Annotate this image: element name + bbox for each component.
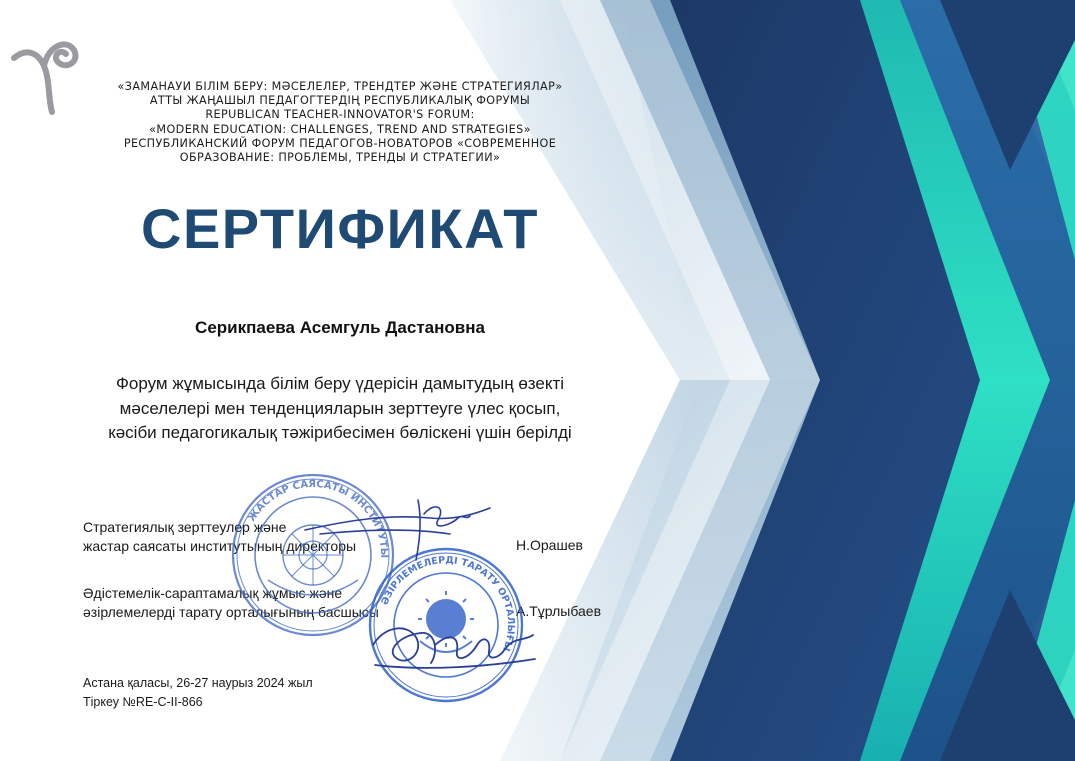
forum-title-line: REPUBLICAN TEACHER-INNOVATOR'S FORUM: (205, 108, 475, 122)
award-reason-line: кәсіби педагогикалық тәжірибесімен бөлiскені үшін берілді (108, 423, 572, 442)
forum-title (40, 80, 640, 165)
city-date: Астана қаласы, 26-27 наурыз 2024 жыл (83, 676, 313, 690)
signatory-position-line: Әдістемелік-сараптамалық жұмыс және (83, 585, 343, 601)
award-reason (40, 372, 640, 446)
signatory-position-line: әзірлемелерді тарату орталығының басшысы (83, 604, 379, 620)
forum-title-line: «MODERN EDUCATION: CHALLENGES, TREND AND STRATEGIES» (149, 122, 531, 136)
stamp-ring-text: ӘЗІРЛЕМЕЛЕРДІ ТАРАТУ ОРТАЛЫҒЫ (379, 554, 517, 653)
handwritten-signature (300, 490, 510, 570)
award-reason-line: Форум жұмысында білім беру үдерісін дамытудың өзекті (115, 374, 565, 393)
registration-number: Тіркеу №RE-C-II-866 (83, 695, 203, 709)
forum-title-line: «ЗАМАНАУИ БІЛІМ БЕРУ: МӘСЕЛЕЛЕР, ТРЕНДТЕР ЖӘНЕ СТРАТЕГИЯЛАР» (117, 80, 563, 93)
award-reason-line: мәселелері мен тенденцияларын зерттеуге үлес қосып, (119, 398, 561, 418)
forum-title-line: АТТЫ ЖАҢАШЫЛ ПЕДАГОГТЕРДІҢ РЕСПУБЛИКАЛЫҚ ФОРУМЫ (149, 94, 531, 108)
signatory-name: Н.Орашев (516, 537, 583, 553)
recipient-name: Серикпаева Асемгуль Дастановна (195, 318, 485, 337)
signatory-name: А.Тұрлыбаев (516, 603, 602, 619)
certificate-title: СЕРТИФИКАТ (141, 197, 539, 260)
handwritten-signature (365, 605, 540, 680)
signatory-position-line: жастар саясаты институтының директоры (83, 538, 357, 554)
certificate-footer (83, 674, 313, 712)
forum-title-line: РЕСПУБЛИКАНСКИЙ ФОРУМ ПЕДАГОГОВ-НОВАТОРОВ «СОВРЕМЕННОЕ (123, 136, 557, 150)
signatory-position-line: Стратегиялық зерттеулер және (83, 519, 287, 535)
stamp-ring-text: ЖАСТАР САЯСАТЫ ИНСТИТУТЫ (246, 478, 390, 559)
forum-title-line: ОБРАЗОВАНИЕ: ПРОБЛЕМЫ, ТРЕНДЫ И СТРАТЕГИИ» (179, 151, 501, 165)
